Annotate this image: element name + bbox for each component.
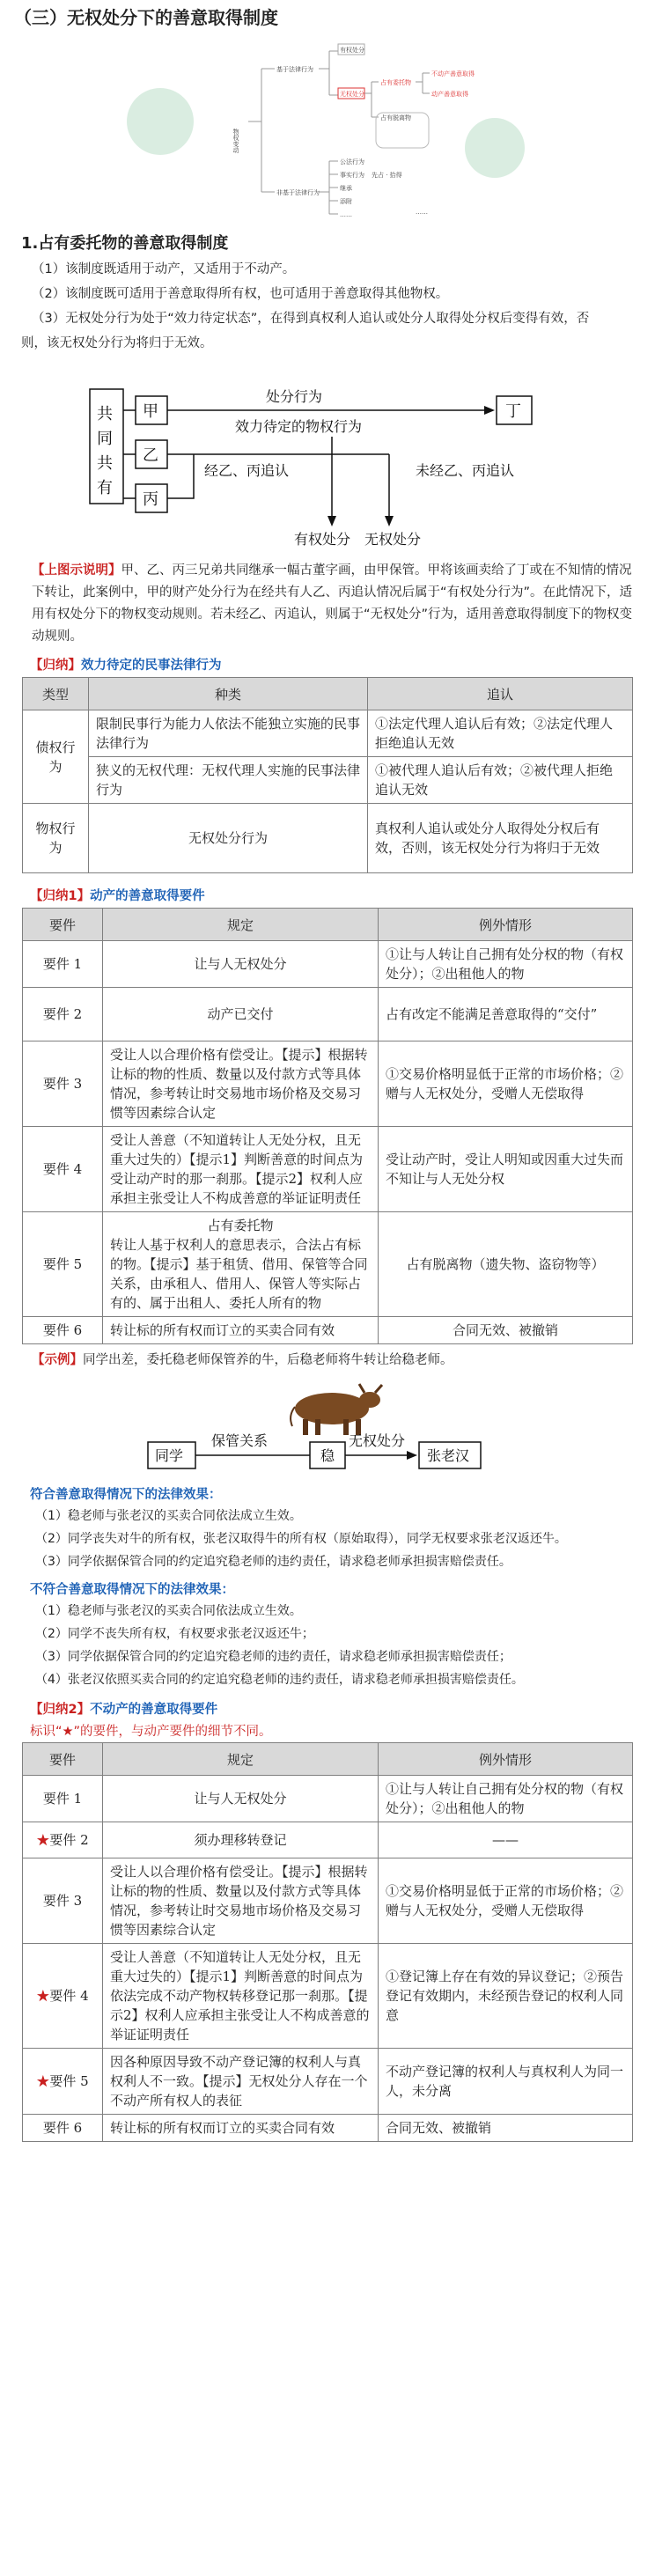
table-row [23,2049,633,2115]
table-row [23,988,633,1041]
table1-group2-type: 物权行为 [23,804,89,873]
table1-header-kind: 种类 [89,678,368,710]
table3-cell-rule: 须办理移转登记 [103,1822,379,1858]
svg-text:不动产善意取得: 不动产善意取得 [431,70,475,77]
star-icon: ★ [36,1988,50,2004]
svg-text:无权处分: 无权处分 [340,91,364,98]
table2-cell-exception: 占有脱离物（遗失物、盗窃物等） [379,1212,633,1317]
svg-text:继承: 继承 [340,185,352,192]
table2-cell-exception: ①交易价格明显低于正常的市场价格；②赠与人无权处分，受赠人无偿取得 [379,1041,633,1127]
consequence-no-line: （4）张老汉依照买卖合同的约定追究稳老师的违约责任，请求稳老师承担损害赔偿责任。 [35,1673,524,1687]
table2-header-rule: 规定 [103,909,379,941]
table3-cell-name: 要件 6 [23,2115,103,2142]
svg-text:添附: 添附 [340,198,352,205]
consequence-ok-line: （3）同学依据保管合同的约定追究稳老师的违约责任，请求稳老师承担损害赔偿责任。 [35,1555,511,1569]
act-top-label: 处分行为 [266,388,323,405]
table3-cell-rule: 受让人以合理价格有偿受让。【提示】根据转让标的物的性质、数量以及付款方式等具体情况，参考转让时交易地市场价格及交易习惯等因素综合认定 [103,1858,379,1944]
table2-cell-exception: 合同无效、被撤销 [379,1317,633,1344]
table3-cell-exception: ①交易价格明显低于正常的市场价格；②赠与人无权处分，受赠人无偿取得 [379,1858,633,1944]
cow-icon [291,1384,382,1435]
table-movable-requirements [22,908,633,1344]
table3-cell-name [23,1822,103,1858]
table2-cell-rule: 让与人无权处分 [103,941,379,988]
table3-cell-exception: ①让与人转让自己拥有处分权的物（有权处分）；②出租他人的物 [379,1776,633,1822]
table2-cell-name: 要件 3 [23,1041,103,1127]
table3-cell-name-text: 要件 5 [49,2073,89,2089]
ratify-label-1: 经乙、丙追认 [204,462,290,479]
consequence-no-line: （1）稳老师与张老汉的买卖合同依法成立生效。 [35,1604,302,1618]
table3-cell-name: 要件 3 [23,1858,103,1944]
table2-cell-rule: 受让人善意（不知道转让人无处分权，且无重大过失的）【提示1】判断善意的时间点为受让动产时的那一刹那。【提示2】权利人应承担主张受让人不构成善意的举证证明责任 [103,1127,379,1212]
svg-text:……: …… [340,211,352,218]
example-rel-1: 保管关系 [211,1432,269,1449]
section-title: （三）无权处分下的善意取得制度 [14,7,278,28]
rule-line-3: （3）无权处分行为处于“效力待定状态”，在得到真权利人追认或处分人取得处分权后变得有效，否 [32,312,590,326]
table-row [23,941,633,988]
table-row [23,1317,633,1344]
table-immovable-requirements [22,1742,633,2142]
table1-tag-bracket: 【归纳】 [30,659,81,673]
table2-cell-name: 要件 4 [23,1127,103,1212]
table2-cell-exception: ①让与人转让自己拥有处分权的物（有权处分）；②出租他人的物 [379,941,633,988]
svg-text:事实行为: 事实行为 [340,172,364,179]
rule-line-4: 则，该无权处分行为将归于无效。 [21,336,213,350]
result-label-2: 无权处分 [364,531,422,548]
table3-tag-bracket: 【归纳2】 [30,1703,91,1717]
table1-row1-kind: 限制民事行为能力人依法不能独立实施的民事法律行为 [89,710,368,757]
result-label-1: 有权处分 [294,531,351,548]
table1-tag-text: 效力待定的民事法律行为 [81,659,222,673]
table-row [23,1822,633,1858]
consequence-ok-line: （2）同学丧失对牛的所有权，张老汉取得牛的所有权（原始取得），同学无权要求张老汉返还牛。 [35,1532,567,1546]
example-line [32,1350,634,1372]
party-yi: 乙 [143,446,158,465]
diagram-note-label: 【上图示说明】 [32,563,121,578]
table3-cell-exception: 合同无效、被撤销 [379,2115,633,2142]
table-row [23,804,633,873]
rule-line-1: （1）该制度既适用于动产，又适用于不动产。 [32,262,296,276]
table1-header-ratify: 追认 [368,678,633,710]
table3-header-name: 要件 [23,1743,103,1776]
consequence-ok-title: 符合善意取得情况下的法律效果： [30,1488,222,1502]
table2-cell-rule: 转让标的所有权而订立的买卖合同有效 [103,1317,379,1344]
table3-cell-rule: 因各种原因导致不动产登记簿的权利人与真权利人不一致。【提示】无权处分人存在一个不动产所有权人的表征 [103,2049,379,2115]
consequence-no-line: （2）同学不丧失所有权，有权要求张老汉返还牛； [35,1627,314,1641]
table2-header-exception: 例外情形 [379,909,633,941]
table-row [23,2115,633,2142]
table3-cell-name-text: 要件 4 [49,1988,89,2004]
table2-rule5-body: 转让人基于权利人的意思表示，合法占有标的物。【提示】基于租赁、借用、保管等合同关系，由承租人、借用人、保管人等实际占有的、属于出租人、委托人所有的物 [110,1237,368,1311]
table2-tag [30,886,655,904]
table-row [23,757,633,804]
table2-cell-name: 要件 6 [23,1317,103,1344]
watermark-logo [127,88,525,178]
table2-cell-rule: 动产已交付 [103,988,379,1041]
table-row [23,1127,633,1212]
example-rel-2: 无权处分 [349,1432,406,1449]
table1-row3-ratify: 真权利人追认或处分人取得处分权后有效，否则，该无权处分行为将归于无效 [368,804,633,873]
coowner-label-4: 有 [97,479,113,497]
coowner-label-2: 同 [97,430,113,448]
mindmap-diagram [107,33,548,218]
svg-text:占有脱离物: 占有脱离物 [380,114,411,121]
rule-line-2: （2）该制度既可适用于善意取得所有权，也可适用于善意取得其他物权。 [32,287,449,301]
act-bottom-label: 效力待定的物权行为 [235,418,363,435]
star-icon: ★ [36,1832,50,1848]
svg-text:占有委托物: 占有委托物 [380,79,411,86]
table1-row3-kind: 无权处分行为 [89,804,368,873]
table3-cell-name [23,2049,103,2115]
table-pending-acts [22,677,633,873]
coowner-label-1: 共 [97,405,113,423]
table-row [23,1212,633,1317]
consequence-no-title: 不符合善意取得情况下的法律效果： [30,1583,234,1597]
party-ding: 丁 [505,402,521,421]
table1-header-type: 类型 [23,678,89,710]
example-box-1: 同学 [155,1447,184,1464]
example-box-2: 稳 [320,1447,335,1464]
svg-text:……: …… [416,209,428,216]
svg-text:先占 · 拾得: 先占 · 拾得 [372,172,402,179]
star-icon: ★ [36,2073,50,2089]
diagram-note-text: 甲、乙、丙三兄弟共同继承一幅古董字画，由甲保管。甲将该画卖给了丁或在不知情的情况下转让，此案例中，甲的财产处分行为在经共有人乙、丙追认情况后属于“有权处分行为”。在此情况下，适用有权处分下的物权变动规则。若未经乙、丙追认，则属于“无权处分”行为，适用善意取得制度下的物权变动规则。 [32,563,633,644]
table3-cell-exception: 不动产登记簿的权利人与真权利人为同一人，未分离 [379,2049,633,2115]
mindmap-root: 物权变动 [232,129,239,153]
svg-text:有权处分: 有权处分 [340,47,364,54]
table2-cell-name: 要件 5 [23,1212,103,1317]
table3-cell-name-text: 要件 2 [49,1832,89,1848]
table2-cell-rule [103,1212,379,1317]
table1-row2-kind: 狭义的无权代理：无权代理人实施的民事法律行为 [89,757,368,804]
example-diagram [143,1380,512,1477]
table-row [23,1944,633,2049]
subsection-title: 1.占有委托物的善意取得制度 [21,234,229,253]
table3-tag [30,1699,655,1718]
table3-cell-rule: 转让标的所有权而订立的买卖合同有效 [103,2115,379,2142]
table2-cell-name: 要件 1 [23,941,103,988]
table3-cell-exception: —— [379,1822,633,1858]
table1-row2-ratify: ①被代理人追认后有效；②被代理人拒绝追认无效 [368,757,633,804]
table2-rule5-title: 占有委托物 [207,1218,274,1233]
table2-tag-bracket: 【归纳1】 [30,889,91,903]
table3-cell-name [23,1944,103,2049]
table3-header-rule: 规定 [103,1743,379,1776]
table2-tag-text: 动产的善意取得要件 [90,889,205,903]
table2-cell-exception: 占有改定不能满足善意取得的“交付” [379,988,633,1041]
svg-text:公法行为: 公法行为 [340,158,364,166]
table1-tag [30,655,655,673]
table3-tag-text: 不动产的善意取得要件 [90,1703,218,1717]
table1-group1-type: 债权行为 [23,710,89,804]
table3-header-exception: 例外情形 [379,1743,633,1776]
coownership-diagram [81,357,574,551]
svg-text:动产善意取得: 动产善意取得 [431,91,468,98]
table3-cell-exception: ①登记簿上存在有效的异议登记；②预告登记有效期内，未经预告登记的权利人同意 [379,1944,633,2049]
table3-mark-note: 标识“★”的要件，与动产要件的细节不同。 [30,1725,272,1739]
table-row [23,1858,633,1944]
example-box-3: 张老汉 [427,1447,470,1464]
mindmap-branch-top: 基于法律行为 [276,66,313,73]
table3-cell-name: 要件 1 [23,1776,103,1822]
diagram-note [32,560,634,648]
party-jia: 甲 [143,402,158,421]
table-row [23,710,633,757]
table3-cell-rule: 受让人善意（不知道转让人无处分权，且无重大过失的）【提示1】判断善意的时间点为依法完成不动产物权转移登记那一刹那。【提示2】权利人应承担主张受让人不构成善意的举证证明责任 [103,1944,379,2049]
table3-cell-rule: 让与人无权处分 [103,1776,379,1822]
table2-header-name: 要件 [23,909,103,941]
mindmap-branch-bottom: 非基于法律行为 [276,189,320,196]
table-row [23,1776,633,1822]
table1-row1-ratify: ①法定代理人追认后有效；②法定代理人拒绝追认无效 [368,710,633,757]
coowner-label-3: 共 [97,454,113,473]
example-label: 【示例】 [32,1353,83,1367]
consequence-no-line: （3）同学依据保管合同的约定追究稳老师的违约责任，请求稳老师承担损害赔偿责任； [35,1650,511,1664]
table2-cell-exception: 受让动产时，受让人明知或因重大过失而不知让与人无处分权 [379,1127,633,1212]
table-row [23,1041,633,1127]
ratify-label-2: 未经乙、丙追认 [416,462,515,479]
table2-cell-name: 要件 2 [23,988,103,1041]
party-bing: 丙 [143,490,158,509]
example-text: 同学出差，委托稳老师保管养的牛，后稳老师将牛转让给稳老师。 [83,1353,453,1367]
table2-cell-rule: 受让人以合理价格有偿受让。【提示】根据转让标的物的性质、数量以及付款方式等具体情况，参考转让时交易地市场价格及交易习惯等因素综合认定 [103,1041,379,1127]
consequence-ok-line: （1）稳老师与张老汉的买卖合同依法成立生效。 [35,1509,302,1523]
